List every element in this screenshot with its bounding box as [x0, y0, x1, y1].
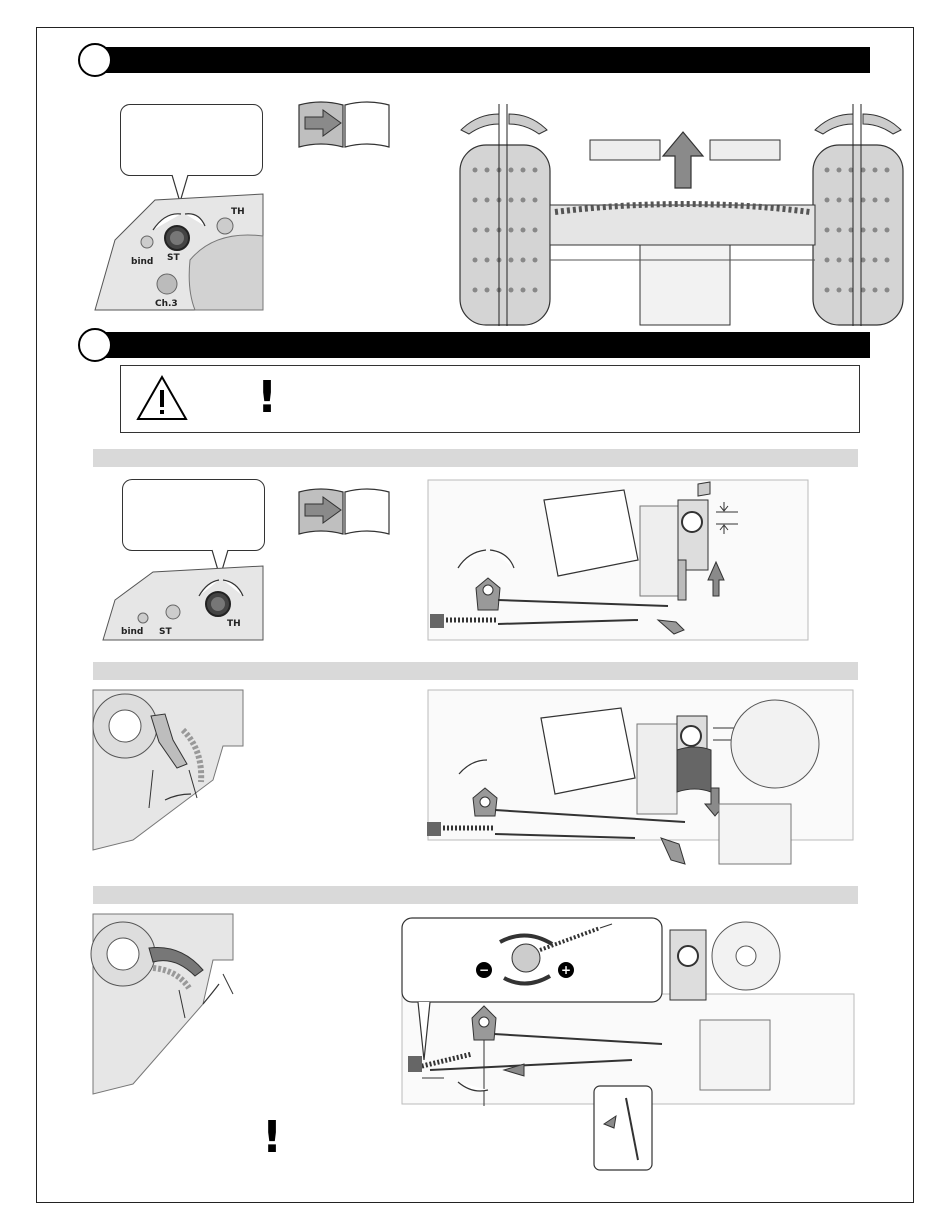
sub-step-1-callout — [122, 479, 265, 551]
warning-exclamation-icon: ! — [257, 372, 278, 423]
step-1-number — [78, 43, 112, 77]
trigger-push-drawing — [93, 914, 243, 1094]
bind-label: bind — [131, 257, 154, 267]
note-exclamation-icon: ! — [262, 1112, 283, 1163]
th-label: TH — [231, 207, 245, 217]
truck-front-view — [455, 100, 910, 326]
th-label: TH — [227, 619, 241, 629]
transmitter-throttle-knob — [103, 560, 265, 640]
book-icon — [297, 97, 391, 149]
throttle-linkage-diagram-1 — [428, 470, 858, 642]
sub-step-bar-3 — [93, 886, 858, 904]
arrow-up-icon — [663, 132, 703, 188]
step-2-number — [78, 328, 112, 362]
book-icon — [297, 484, 391, 536]
throttle-linkage-diagram-3 — [400, 910, 860, 1175]
st-label: ST — [159, 627, 172, 637]
step-2-header-bar — [95, 332, 870, 358]
minus-label: − — [478, 963, 490, 977]
trigger-pull-drawing — [93, 690, 263, 850]
warning-box — [120, 365, 860, 433]
bind-label: bind — [121, 627, 144, 637]
step-1-callout — [120, 104, 263, 176]
st-label: ST — [167, 253, 180, 263]
step-1-header-bar — [95, 47, 870, 73]
plus-label: + — [560, 963, 572, 977]
transmitter-steering-knob — [95, 190, 265, 310]
throttle-linkage-diagram-2 — [423, 688, 858, 870]
warning-triangle-icon — [135, 374, 189, 422]
sub-step-bar-2 — [93, 662, 858, 680]
ch3-label: Ch.3 — [155, 299, 178, 309]
sub-step-bar-1 — [93, 449, 858, 467]
